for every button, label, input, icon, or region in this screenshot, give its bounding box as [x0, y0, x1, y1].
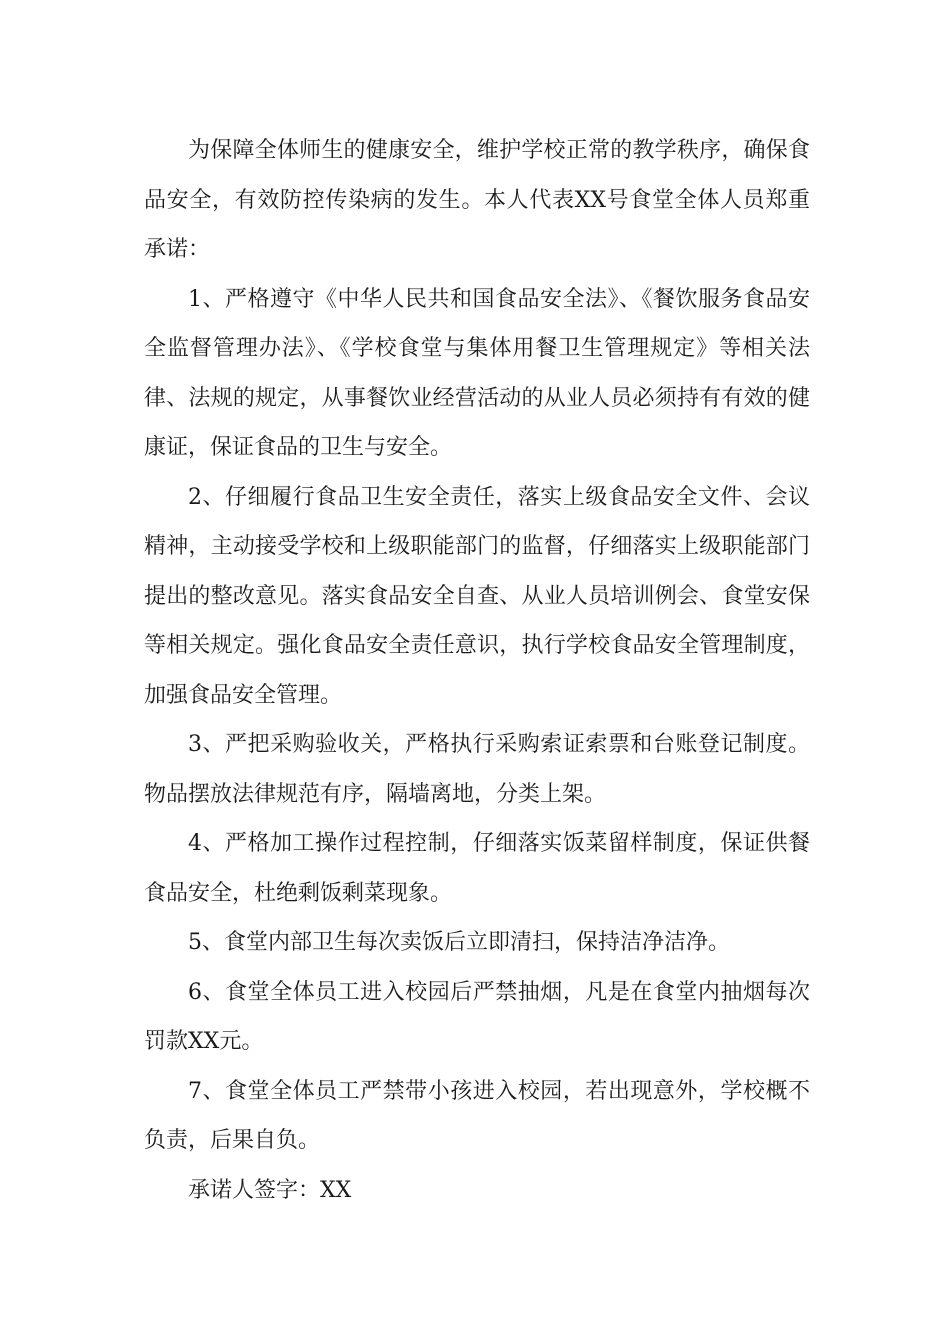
commitment-item-5: 5、食堂内部卫生每次卖饭后立即清扫，保持洁净洁净。: [188, 930, 730, 955]
commitment-item-7: 7、食堂全体员工严禁带小孩进入校园，若出现意外，学校概不负责，后果自负。: [144, 1078, 810, 1153]
commitment-item-2: 2、仔细履行食品卫生安全责任，落实上级食品安全文件、会议精神，主动接受学校和上级职能部门的监督，仔细落实上级职能部门提出的整改意见。落实食品安全自查、从业人员培训例会、食堂安保等相关规定。强化食品安全责任意识，执行学校食品安全管理制度，加强食品安全管理。: [144, 484, 810, 708]
commitment-item-3: 3、严把采购验收关，严格执行采购索证索票和台账登记制度。物品摆放法律规范有序，隔墙离地，分类上架。: [144, 732, 810, 807]
commitment-item-6: 6、食堂全体员工进入校园后严禁抽烟，凡是在食堂内抽烟每次罚款XX元。: [144, 979, 810, 1054]
document-body: [144, 126, 810, 1215]
signature-line: 承诺人签字：XX: [188, 1177, 352, 1203]
intro-paragraph: 为保障全体师生的健康安全，维护学校正常的教学秩序，确保食品安全，有效防控传染病的发生。本人代表XX号食堂全体人员郑重承诺：: [144, 138, 810, 262]
commitment-item-4: 4、严格加工操作过程控制，仔细落实饭菜留样制度，保证供餐食品安全，杜绝剩饭剩菜现象。: [144, 831, 810, 906]
commitment-item-1: 1、严格遵守《中华人民共和国食品安全法》、《餐饮服务食品安全监督管理办法》、《学校食堂与集体用餐卫生管理规定》等相关法律、法规的规定，从事餐饮业经营活动的从业人员必须持有有效的健康证，保证食品的卫生与安全。: [144, 286, 810, 460]
